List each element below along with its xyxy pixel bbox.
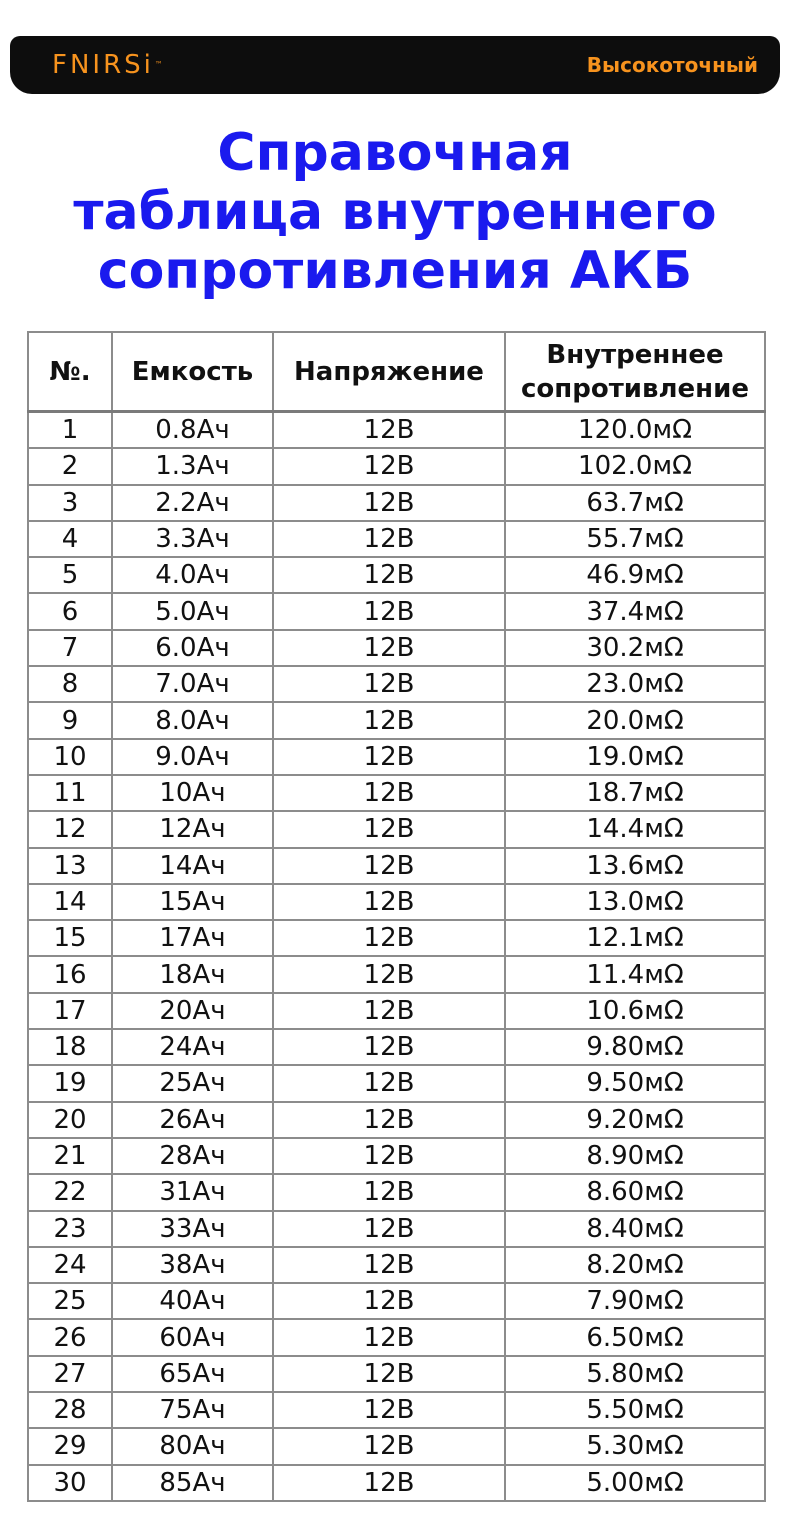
cell-voltage: 12В	[273, 1138, 505, 1174]
table-row	[28, 1392, 765, 1428]
brand-logo-text: FNIRSi	[52, 50, 154, 80]
cell-capacity: 8.0Ач	[112, 702, 273, 738]
table-header-row	[28, 332, 765, 412]
cell-resistance: 8.40мΩ	[505, 1211, 765, 1247]
cell-resistance: 120.0мΩ	[505, 412, 765, 449]
table-row	[28, 593, 765, 629]
cell-resistance: 11.4мΩ	[505, 956, 765, 992]
cell-number: 28	[28, 1392, 112, 1428]
cell-capacity: 40Ач	[112, 1283, 273, 1319]
table-row	[28, 1174, 765, 1210]
cell-voltage: 12В	[273, 848, 505, 884]
header-number: №.	[28, 332, 112, 412]
cell-resistance: 19.0мΩ	[505, 739, 765, 775]
cell-voltage: 12В	[273, 1247, 505, 1283]
cell-number: 29	[28, 1428, 112, 1464]
table-row	[28, 1102, 765, 1138]
header-capacity: Емкость	[112, 332, 273, 412]
title-line-1: Справочная	[217, 123, 573, 183]
cell-number: 1	[28, 412, 112, 449]
cell-voltage: 12В	[273, 1065, 505, 1101]
cell-capacity: 25Ач	[112, 1065, 273, 1101]
cell-voltage: 12В	[273, 666, 505, 702]
table-row	[28, 920, 765, 956]
cell-number: 30	[28, 1465, 112, 1501]
cell-capacity: 14Ач	[112, 848, 273, 884]
cell-voltage: 12В	[273, 1174, 505, 1210]
cell-capacity: 26Ач	[112, 1102, 273, 1138]
cell-capacity: 18Ач	[112, 956, 273, 992]
cell-number: 2	[28, 448, 112, 484]
cell-voltage: 12В	[273, 1428, 505, 1464]
cell-capacity: 75Ач	[112, 1392, 273, 1428]
cell-number: 24	[28, 1247, 112, 1283]
cell-number: 27	[28, 1356, 112, 1392]
cell-resistance: 7.90мΩ	[505, 1283, 765, 1319]
table-row	[28, 1283, 765, 1319]
cell-voltage: 12В	[273, 1283, 505, 1319]
cell-resistance: 5.00мΩ	[505, 1465, 765, 1501]
cell-voltage: 12В	[273, 1356, 505, 1392]
header-banner	[10, 36, 780, 94]
table-row	[28, 1465, 765, 1501]
title-line-3: сопротивления АКБ	[97, 241, 693, 301]
cell-resistance: 5.50мΩ	[505, 1392, 765, 1428]
table-row	[28, 702, 765, 738]
cell-capacity: 15Ач	[112, 884, 273, 920]
cell-resistance: 8.20мΩ	[505, 1247, 765, 1283]
table-row	[28, 884, 765, 920]
cell-capacity: 24Ач	[112, 1029, 273, 1065]
cell-number: 17	[28, 993, 112, 1029]
cell-voltage: 12В	[273, 412, 505, 449]
table-row	[28, 739, 765, 775]
cell-number: 4	[28, 521, 112, 557]
cell-number: 12	[28, 811, 112, 847]
cell-number: 3	[28, 485, 112, 521]
cell-number: 22	[28, 1174, 112, 1210]
table-row	[28, 448, 765, 484]
cell-number: 13	[28, 848, 112, 884]
cell-number: 10	[28, 739, 112, 775]
cell-number: 5	[28, 557, 112, 593]
cell-number: 23	[28, 1211, 112, 1247]
table-row	[28, 1029, 765, 1065]
table-row	[28, 811, 765, 847]
cell-voltage: 12В	[273, 557, 505, 593]
table-row	[28, 1428, 765, 1464]
cell-voltage: 12В	[273, 920, 505, 956]
cell-resistance: 46.9мΩ	[505, 557, 765, 593]
cell-voltage: 12В	[273, 521, 505, 557]
cell-number: 26	[28, 1319, 112, 1355]
cell-capacity: 4.0Ач	[112, 557, 273, 593]
cell-capacity: 6.0Ач	[112, 630, 273, 666]
cell-voltage: 12В	[273, 1102, 505, 1138]
cell-number: 9	[28, 702, 112, 738]
trademark-mark: ™	[154, 60, 163, 69]
cell-resistance: 6.50мΩ	[505, 1319, 765, 1355]
cell-number: 6	[28, 593, 112, 629]
cell-resistance: 5.80мΩ	[505, 1356, 765, 1392]
cell-number: 20	[28, 1102, 112, 1138]
cell-number: 14	[28, 884, 112, 920]
table-row	[28, 521, 765, 557]
cell-capacity: 38Ач	[112, 1247, 273, 1283]
cell-resistance: 14.4мΩ	[505, 811, 765, 847]
cell-number: 21	[28, 1138, 112, 1174]
resistance-table	[27, 331, 766, 1502]
cell-capacity: 12Ач	[112, 811, 273, 847]
table-row	[28, 993, 765, 1029]
cell-capacity: 33Ач	[112, 1211, 273, 1247]
cell-number: 7	[28, 630, 112, 666]
table-row	[28, 630, 765, 666]
table-row	[28, 1319, 765, 1355]
cell-capacity: 65Ач	[112, 1356, 273, 1392]
table-row	[28, 485, 765, 521]
cell-number: 19	[28, 1065, 112, 1101]
cell-resistance: 30.2мΩ	[505, 630, 765, 666]
cell-voltage: 12В	[273, 1319, 505, 1355]
cell-voltage: 12В	[273, 485, 505, 521]
cell-resistance: 9.80мΩ	[505, 1029, 765, 1065]
cell-voltage: 12В	[273, 739, 505, 775]
cell-voltage: 12В	[273, 630, 505, 666]
cell-voltage: 12В	[273, 593, 505, 629]
cell-voltage: 12В	[273, 956, 505, 992]
cell-resistance: 8.90мΩ	[505, 1138, 765, 1174]
table-row	[28, 848, 765, 884]
cell-voltage: 12В	[273, 811, 505, 847]
cell-capacity: 9.0Ач	[112, 739, 273, 775]
table-row	[28, 666, 765, 702]
cell-voltage: 12В	[273, 1029, 505, 1065]
cell-capacity: 85Ач	[112, 1465, 273, 1501]
cell-resistance: 23.0мΩ	[505, 666, 765, 702]
table-row	[28, 412, 765, 449]
page-title	[0, 124, 790, 301]
cell-resistance: 55.7мΩ	[505, 521, 765, 557]
cell-voltage: 12В	[273, 775, 505, 811]
table-row	[28, 1138, 765, 1174]
cell-capacity: 60Ач	[112, 1319, 273, 1355]
cell-capacity: 80Ач	[112, 1428, 273, 1464]
cell-resistance: 102.0мΩ	[505, 448, 765, 484]
cell-number: 25	[28, 1283, 112, 1319]
cell-capacity: 1.3Ач	[112, 448, 273, 484]
cell-voltage: 12В	[273, 993, 505, 1029]
cell-capacity: 28Ач	[112, 1138, 273, 1174]
cell-resistance: 9.50мΩ	[505, 1065, 765, 1101]
table-body	[28, 412, 765, 1501]
cell-voltage: 12В	[273, 448, 505, 484]
cell-capacity: 3.3Ач	[112, 521, 273, 557]
tagline: Высокоточный	[586, 53, 758, 77]
title-line-2: таблица внутреннего	[73, 182, 717, 242]
cell-number: 16	[28, 956, 112, 992]
cell-voltage: 12В	[273, 1392, 505, 1428]
table-row	[28, 1356, 765, 1392]
cell-capacity: 2.2Ач	[112, 485, 273, 521]
table-row	[28, 1065, 765, 1101]
cell-resistance: 8.60мΩ	[505, 1174, 765, 1210]
cell-capacity: 5.0Ач	[112, 593, 273, 629]
cell-resistance: 10.6мΩ	[505, 993, 765, 1029]
table-row	[28, 775, 765, 811]
cell-resistance: 12.1мΩ	[505, 920, 765, 956]
cell-resistance: 20.0мΩ	[505, 702, 765, 738]
header-resistance: Внутреннее сопротивление	[505, 332, 765, 412]
cell-resistance: 63.7мΩ	[505, 485, 765, 521]
table-row	[28, 956, 765, 992]
cell-capacity: 0.8Ач	[112, 412, 273, 449]
cell-voltage: 12В	[273, 1465, 505, 1501]
brand-logo	[52, 49, 163, 81]
cell-resistance: 5.30мΩ	[505, 1428, 765, 1464]
cell-resistance: 13.0мΩ	[505, 884, 765, 920]
cell-voltage: 12В	[273, 884, 505, 920]
cell-voltage: 12В	[273, 1211, 505, 1247]
cell-number: 18	[28, 1029, 112, 1065]
cell-resistance: 18.7мΩ	[505, 775, 765, 811]
cell-capacity: 10Ач	[112, 775, 273, 811]
cell-resistance: 37.4мΩ	[505, 593, 765, 629]
cell-capacity: 7.0Ач	[112, 666, 273, 702]
cell-capacity: 20Ач	[112, 993, 273, 1029]
cell-number: 11	[28, 775, 112, 811]
cell-resistance: 13.6мΩ	[505, 848, 765, 884]
cell-voltage: 12В	[273, 702, 505, 738]
cell-number: 8	[28, 666, 112, 702]
table-row	[28, 1211, 765, 1247]
cell-capacity: 31Ач	[112, 1174, 273, 1210]
cell-capacity: 17Ач	[112, 920, 273, 956]
cell-number: 15	[28, 920, 112, 956]
header-voltage: Напряжение	[273, 332, 505, 412]
table-row	[28, 1247, 765, 1283]
cell-resistance: 9.20мΩ	[505, 1102, 765, 1138]
table-row	[28, 557, 765, 593]
